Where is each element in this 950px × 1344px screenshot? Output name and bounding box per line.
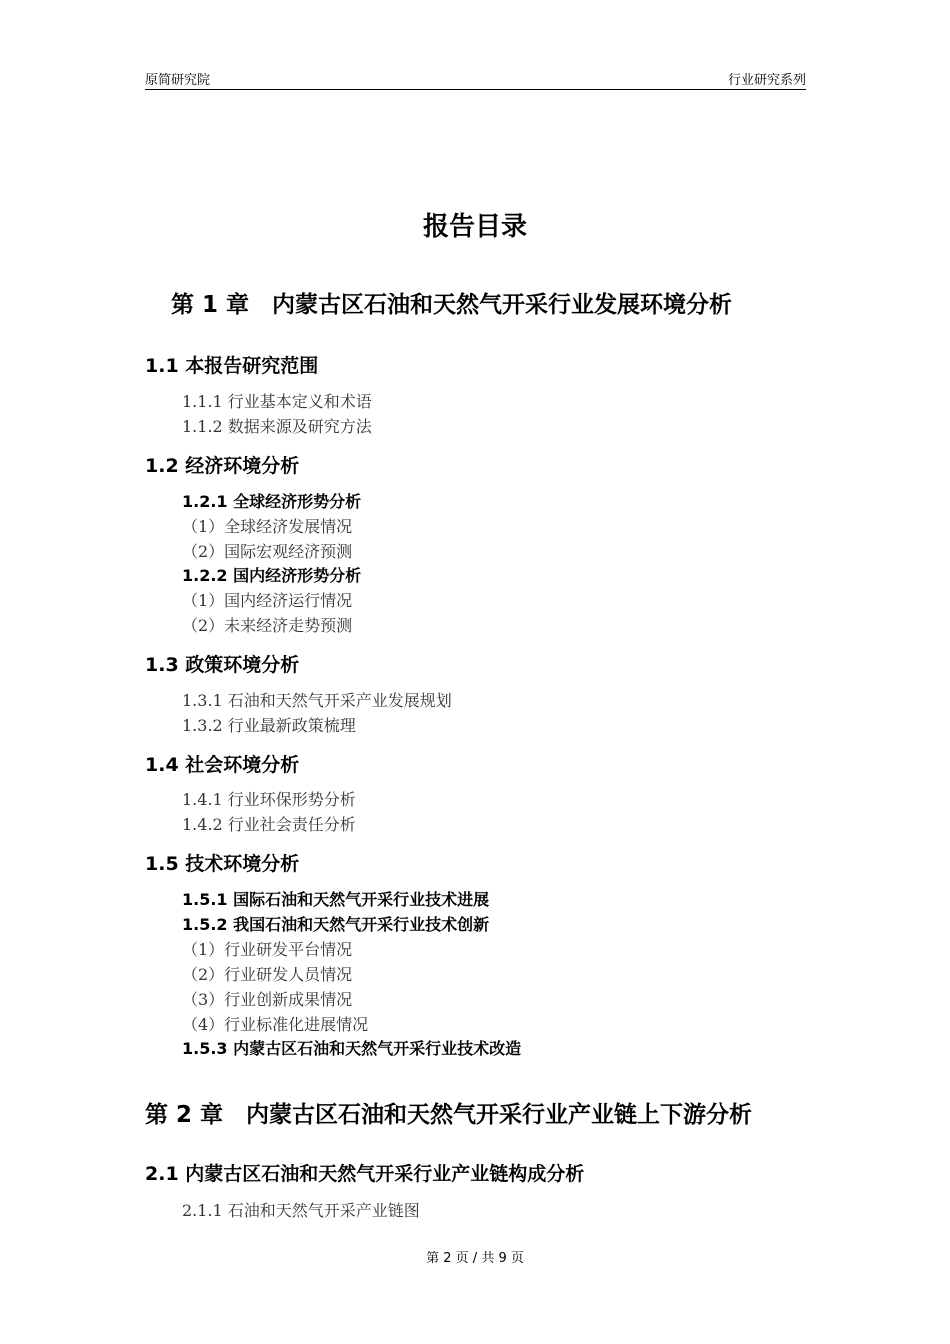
item-1-2-1: 1.2.1 全球经济形势分析 — [182, 492, 362, 511]
item-1-5-2-a: （1）行业研发平台情况 — [182, 940, 353, 959]
item-1-4-2: 1.4.2 行业社会责任分析 — [182, 815, 356, 834]
item-1-5-2: 1.5.2 我国石油和天然气开采行业技术创新 — [182, 915, 490, 934]
item-1-5-2-b: （2）行业研发人员情况 — [182, 965, 353, 984]
item-1-5-1: 1.5.1 国际石油和天然气开采行业技术进展 — [182, 890, 490, 909]
chapter-2-title: 第 2 章 内蒙古区石油和天然气开采行业产业链上下游分析 — [145, 1102, 753, 1128]
item-1-2-1-b: （2）国际宏观经济预测 — [182, 542, 353, 561]
item-1-4-1: 1.4.1 行业环保形势分析 — [182, 790, 356, 809]
item-1-3-2: 1.3.2 行业最新政策梳理 — [182, 716, 356, 735]
section-1-4: 1.4 社会环境分析 — [145, 754, 300, 776]
item-1-1-1: 1.1.1 行业基本定义和术语 — [182, 392, 372, 411]
item-1-5-2-d: （4）行业标准化进展情况 — [182, 1015, 369, 1034]
item-1-2-2: 1.2.2 国内经济形势分析 — [182, 566, 362, 585]
section-1-5: 1.5 技术环境分析 — [145, 853, 300, 875]
item-1-5-2-c: （3）行业创新成果情况 — [182, 990, 353, 1009]
item-1-2-1-a: （1）全球经济发展情况 — [182, 517, 353, 536]
section-1-2: 1.2 经济环境分析 — [145, 455, 300, 477]
header-org: 原简研究院 — [145, 73, 211, 88]
doc-title: 报告目录 — [422, 212, 527, 242]
page-header — [145, 69, 806, 90]
chapter-1-title: 第 1 章 内蒙古区石油和天然气开采行业发展环境分析 — [171, 292, 733, 318]
item-1-5-3: 1.5.3 内蒙古区石油和天然气开采行业技术改造 — [182, 1039, 522, 1058]
item-2-1-1: 2.1.1 石油和天然气开采产业链图 — [182, 1201, 420, 1220]
item-1-1-2: 1.1.2 数据来源及研究方法 — [182, 417, 372, 436]
section-2-1: 2.1 内蒙古区石油和天然气开采行业产业链构成分析 — [145, 1163, 585, 1185]
section-1-1: 1.1 本报告研究范围 — [145, 355, 319, 377]
header-series: 行业研究系列 — [727, 73, 806, 88]
item-1-3-1: 1.3.1 石油和天然气开采产业发展规划 — [182, 691, 452, 710]
section-1-3: 1.3 政策环境分析 — [145, 654, 300, 676]
item-1-2-2-b: （2）未来经济走势预测 — [182, 616, 353, 635]
page-footer: 第 2 页 / 共 9 页 — [426, 1251, 524, 1266]
item-1-2-2-a: （1）国内经济运行情况 — [182, 591, 353, 610]
